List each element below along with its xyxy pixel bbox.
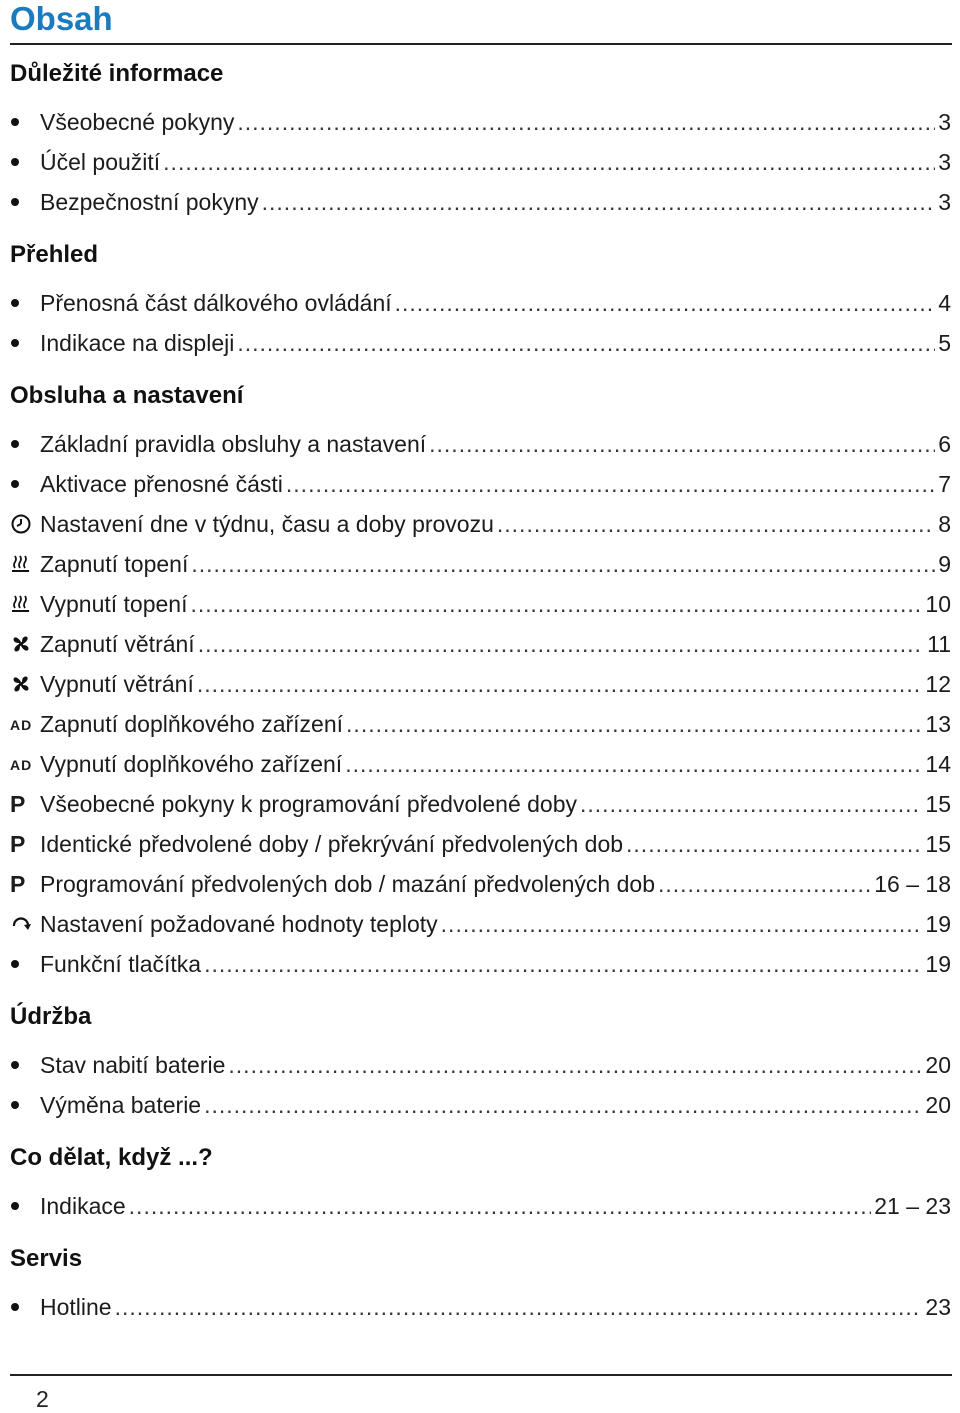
bullet-icon [10, 323, 40, 363]
toc-entry-page: 8 [938, 511, 951, 537]
toc-entry-page: 7 [938, 471, 951, 497]
toc-entry-label: Zapnutí topení [40, 551, 189, 577]
toc-entry-label: Nastavení dne v týdnu, času a doby provozu [40, 511, 494, 537]
toc-entry-label: Účel použití [40, 149, 161, 175]
toc-entry[interactable] [10, 624, 951, 664]
toc-entry-label: Všeobecné pokyny [40, 109, 235, 135]
dot-leader [346, 704, 922, 744]
toc-entry-label: Bezpečnostní pokyny [40, 189, 259, 215]
dot-leader [198, 624, 924, 664]
toc-entry-label: Vypnutí větrání [40, 671, 194, 697]
toc-entry-page: 21 – 23 [874, 1193, 951, 1219]
toc-entry[interactable] [10, 283, 951, 323]
heating-icon [10, 584, 40, 624]
dot-leader [197, 664, 923, 704]
fan-icon [10, 624, 40, 664]
toc-entry[interactable] [10, 784, 951, 824]
toc-entry-page: 15 [925, 831, 951, 857]
dot-leader [237, 323, 935, 363]
bullet-icon [10, 1045, 40, 1085]
toc-entry[interactable] [10, 102, 951, 142]
toc-entry[interactable] [10, 544, 951, 584]
dot-leader [395, 283, 936, 323]
rotate-icon [10, 904, 40, 944]
toc-entry-page: 14 [925, 751, 951, 777]
heating-icon [10, 544, 40, 584]
toc-entry-label: Stav nabití baterie [40, 1052, 226, 1078]
dot-leader [626, 824, 922, 864]
p-icon: P [10, 870, 26, 897]
toc-entry[interactable] [10, 323, 951, 363]
dot-leader [129, 1186, 872, 1226]
table-of-contents [10, 57, 951, 1327]
toc-entry-page: 3 [938, 109, 951, 135]
toc-entry-label: Zapnutí větrání [40, 631, 195, 657]
section-heading: Obsluha a nastavení [10, 382, 244, 409]
toc-entry[interactable] [10, 1085, 951, 1125]
toc-entry[interactable] [10, 424, 951, 464]
dot-leader [190, 584, 922, 624]
bullet-icon [10, 424, 40, 464]
toc-entry[interactable] [10, 584, 951, 624]
toc-entry-label: Vypnutí topení [40, 591, 188, 617]
p-icon: P [10, 790, 26, 817]
section-heading: Servis [10, 1245, 83, 1272]
dot-leader [429, 424, 935, 464]
toc-entry[interactable] [10, 664, 951, 704]
ad-icon: AD [10, 757, 33, 773]
p-icon: P [10, 830, 26, 857]
toc-entry-label: Zapnutí doplňkového zařízení [40, 711, 344, 737]
clock-icon [10, 504, 40, 544]
ad-icon: AD [10, 717, 33, 733]
bullet-icon [10, 1085, 40, 1125]
toc-entry[interactable] [10, 142, 951, 182]
toc-entry-page: 13 [925, 711, 951, 737]
dot-leader [204, 944, 922, 984]
toc-entry-page: 12 [925, 671, 951, 697]
dot-leader [228, 1045, 922, 1085]
dot-leader [497, 504, 935, 544]
bullet-icon [10, 464, 40, 504]
section-heading: Přehled [10, 241, 99, 268]
toc-entry-label: Základní pravidla obsluhy a nastavení [40, 431, 427, 457]
toc-entry-label: Hotline [40, 1294, 112, 1320]
toc-entry-page: 3 [938, 149, 951, 175]
toc-entry-page: 3 [938, 189, 951, 215]
toc-entry-label: Aktivace přenosné části [40, 471, 283, 497]
toc-entry[interactable] [10, 944, 951, 984]
toc-entry[interactable] [10, 504, 951, 544]
toc-entry-page: 11 [927, 631, 951, 657]
toc-entry-label: Funkční tlačítka [40, 951, 202, 977]
toc-entry[interactable] [10, 864, 951, 904]
toc-entry[interactable] [10, 704, 951, 744]
toc-entry-label: Indikace na displeji [40, 330, 235, 356]
dot-leader [658, 864, 871, 904]
toc-entry-page: 4 [938, 290, 951, 316]
fan-icon [10, 664, 40, 704]
dot-leader [262, 182, 936, 222]
toc-entry[interactable] [10, 904, 951, 944]
toc-entry-page: 16 – 18 [874, 871, 951, 897]
bullet-icon [10, 283, 40, 323]
toc-entry-page: 15 [925, 791, 951, 817]
section-heading: Důležité informace [10, 60, 224, 87]
toc-entry-page: 5 [938, 330, 951, 356]
dot-leader [441, 904, 923, 944]
toc-entry[interactable] [10, 1186, 951, 1226]
dot-leader [580, 784, 922, 824]
toc-entry-page: 6 [938, 431, 951, 457]
toc-entry-page: 10 [925, 591, 951, 617]
bullet-icon [10, 1186, 40, 1226]
toc-entry-label: Programování předvolených dob / mazání předvolených dob [40, 871, 655, 897]
toc-entry-label: Vypnutí doplňkového zařízení [40, 751, 343, 777]
toc-entry-page: 20 [925, 1092, 951, 1118]
bullet-icon [10, 182, 40, 222]
toc-entry-label: Nastavení požadované hodnoty teploty [40, 911, 438, 937]
toc-entry-label: Výměna baterie [40, 1092, 202, 1118]
bullet-icon [10, 102, 40, 142]
dot-leader [163, 142, 935, 182]
dot-leader [191, 544, 935, 584]
bullet-icon [10, 1287, 40, 1327]
toc-entry[interactable] [10, 1045, 951, 1085]
toc-entry-label: Přenosná část dálkového ovládání [40, 290, 392, 316]
toc-entry-label: Indikace [40, 1193, 126, 1219]
section-heading: Co dělat, když ...? [10, 1144, 213, 1171]
toc-entry[interactable] [10, 464, 951, 504]
toc-entry[interactable] [10, 182, 951, 222]
toc-entry-page: 19 [925, 951, 951, 977]
toc-entry[interactable] [10, 824, 951, 864]
dot-leader [204, 1085, 922, 1125]
toc-entry-page: 20 [925, 1052, 951, 1078]
footer-divider [10, 1374, 952, 1376]
dot-leader [115, 1287, 923, 1327]
dot-leader [345, 744, 922, 784]
dot-leader [237, 102, 935, 142]
page-title: Obsah [10, 0, 113, 37]
bullet-icon [10, 142, 40, 182]
toc-entry[interactable] [10, 744, 951, 784]
page-number: 2 [36, 1386, 49, 1412]
toc-entry-page: 9 [938, 551, 951, 577]
toc-entry[interactable] [10, 1287, 951, 1327]
title-divider [10, 43, 952, 45]
dot-leader [286, 464, 935, 504]
toc-entry-label: Identické předvolené doby / překrývání předvolených dob [40, 831, 624, 857]
toc-entry-label: Všeobecné pokyny k programování předvolené doby [40, 791, 578, 817]
section-heading: Údržba [10, 1003, 92, 1030]
toc-entry-page: 23 [925, 1294, 951, 1320]
bullet-icon [10, 944, 40, 984]
toc-entry-page: 19 [925, 911, 951, 937]
